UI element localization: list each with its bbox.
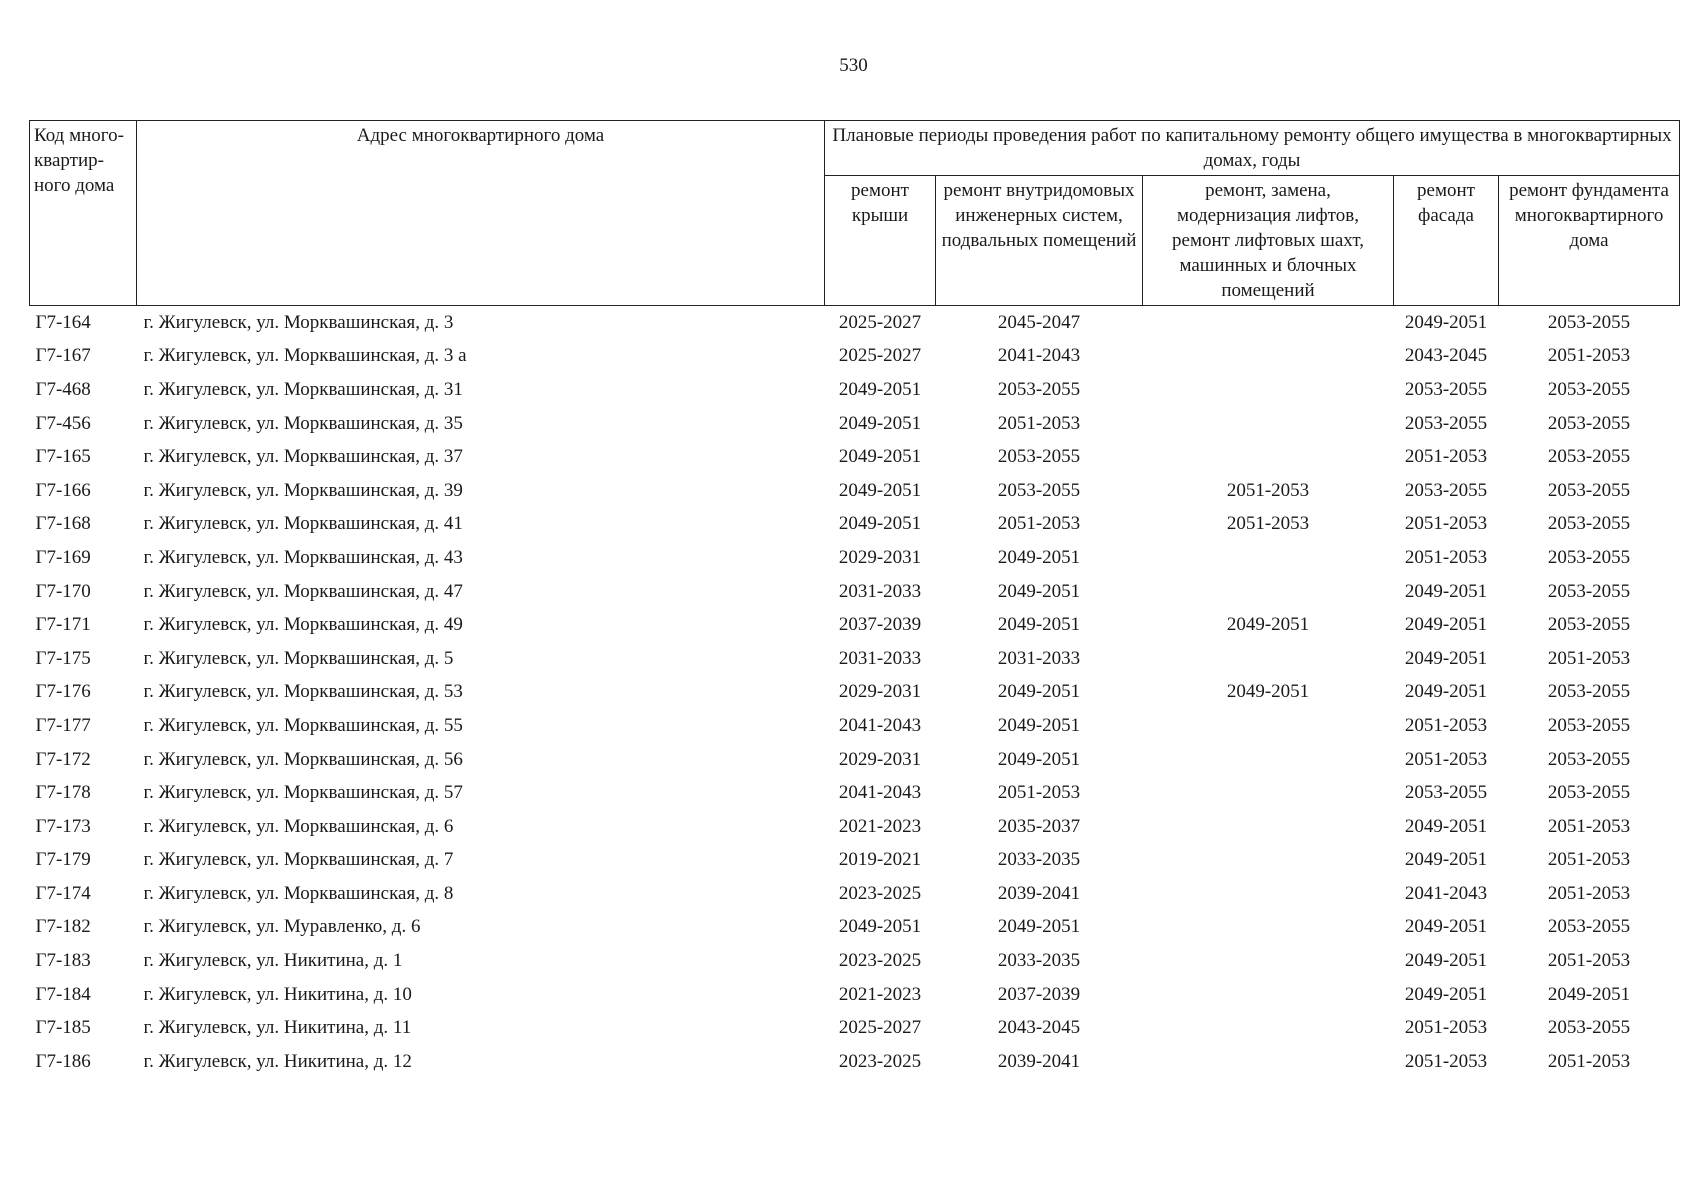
- house-code-cell: Г7-174: [35, 882, 91, 904]
- facade-period-cell: 2049-2051: [1404, 614, 1488, 636]
- table-row: [30, 373, 1680, 407]
- facade-period-cell: 2049-2051: [1404, 950, 1488, 972]
- lift-period-cell: [1143, 709, 1394, 743]
- house-code-cell: Г7-170: [35, 580, 91, 602]
- address-cell: г. Жигулевск, ул. Морквашинская, д. 47: [143, 580, 463, 602]
- lift-period-cell: [1143, 743, 1394, 777]
- table-row: [30, 944, 1680, 978]
- roof-period-cell: 2023-2025: [838, 1050, 922, 1072]
- facade-period-cell: 2049-2051: [1404, 647, 1488, 669]
- table-row: [30, 877, 1680, 911]
- roof-period-cell: 2019-2021: [838, 849, 922, 871]
- address-cell: г. Жигулевск, ул. Муравленко, д. 6: [143, 916, 421, 938]
- foundation-period-cell: 2051-2053: [1547, 815, 1631, 837]
- facade-period-cell: 2051-2053: [1404, 546, 1488, 568]
- house-code-cell: Г7-173: [35, 815, 91, 837]
- address-cell: г. Жигулевск, ул. Морквашинская, д. 5: [143, 647, 454, 669]
- house-code-cell: Г7-175: [35, 647, 91, 669]
- header-foundation-repair: ремонт фундамента многоквартирного дома: [1499, 176, 1680, 306]
- facade-period-cell: 2051-2053: [1404, 1050, 1488, 1072]
- foundation-period-cell: 2053-2055: [1547, 412, 1631, 434]
- foundation-period-cell: 2053-2055: [1547, 546, 1631, 568]
- engineering-period-cell: 2043-2045: [997, 1017, 1081, 1039]
- roof-period-cell: 2031-2033: [838, 647, 922, 669]
- roof-period-cell: 2021-2023: [838, 983, 922, 1005]
- lift-period-cell: [1143, 541, 1394, 575]
- address-cell: г. Жигулевск, ул. Морквашинская, д. 53: [143, 681, 463, 703]
- table-row: [30, 608, 1680, 642]
- roof-period-cell: 2041-2043: [838, 714, 922, 736]
- lift-period-cell: 2049-2051: [1226, 681, 1310, 703]
- facade-period-cell: 2051-2053: [1404, 714, 1488, 736]
- table-row: [30, 1011, 1680, 1045]
- lift-period-cell: [1143, 877, 1394, 911]
- engineering-period-cell: 2049-2051: [997, 916, 1081, 938]
- facade-period-cell: 2053-2055: [1404, 782, 1488, 804]
- foundation-period-cell: 2053-2055: [1547, 782, 1631, 804]
- roof-period-cell: 2021-2023: [838, 815, 922, 837]
- table-row: [30, 642, 1680, 676]
- table-row: [30, 844, 1680, 878]
- house-code-cell: Г7-182: [35, 916, 91, 938]
- lift-period-cell: 2049-2051: [1226, 614, 1310, 636]
- engineering-period-cell: 2053-2055: [997, 479, 1081, 501]
- house-code-cell: Г7-176: [35, 681, 91, 703]
- engineering-period-cell: 2051-2053: [997, 412, 1081, 434]
- engineering-period-cell: 2035-2037: [997, 815, 1081, 837]
- house-code-cell: Г7-183: [35, 950, 91, 972]
- engineering-period-cell: 2049-2051: [997, 614, 1081, 636]
- address-cell: г. Жигулевск, ул. Морквашинская, д. 57: [143, 782, 463, 804]
- capital-repair-plan-table: [29, 120, 1680, 1079]
- lift-period-cell: [1143, 642, 1394, 676]
- address-cell: г. Жигулевск, ул. Морквашинская, д. 8: [143, 882, 454, 904]
- facade-period-cell: 2051-2053: [1404, 513, 1488, 535]
- header-address: Адрес многоквартирного дома: [137, 121, 825, 306]
- house-code-cell: Г7-172: [35, 748, 91, 770]
- engineering-period-cell: 2049-2051: [997, 681, 1081, 703]
- address-cell: г. Жигулевск, ул. Никитина, д. 10: [143, 983, 412, 1005]
- table-row: [30, 508, 1680, 542]
- foundation-period-cell: 2053-2055: [1547, 748, 1631, 770]
- house-code-cell: Г7-184: [35, 983, 91, 1005]
- foundation-period-cell: 2049-2051: [1547, 983, 1631, 1005]
- roof-period-cell: 2025-2027: [838, 311, 922, 333]
- header-roof-repair: ремонт крыши: [825, 176, 936, 306]
- facade-period-cell: 2051-2053: [1404, 1017, 1488, 1039]
- foundation-period-cell: 2053-2055: [1547, 714, 1631, 736]
- lift-period-cell: [1143, 440, 1394, 474]
- foundation-period-cell: 2051-2053: [1547, 849, 1631, 871]
- facade-period-cell: 2053-2055: [1404, 479, 1488, 501]
- engineering-period-cell: 2031-2033: [997, 647, 1081, 669]
- facade-period-cell: 2049-2051: [1404, 681, 1488, 703]
- lift-period-cell: [1143, 810, 1394, 844]
- roof-period-cell: 2029-2031: [838, 681, 922, 703]
- facade-period-cell: 2049-2051: [1404, 916, 1488, 938]
- table-row: [30, 407, 1680, 441]
- house-code-cell: Г7-178: [35, 782, 91, 804]
- table-row: [30, 1045, 1680, 1079]
- lift-period-cell: 2051-2053: [1226, 479, 1310, 501]
- lift-period-cell: 2051-2053: [1226, 513, 1310, 535]
- address-cell: г. Жигулевск, ул. Морквашинская, д. 7: [143, 849, 454, 871]
- engineering-period-cell: 2053-2055: [997, 446, 1081, 468]
- header-lift-repair: ремонт, замена, модернизация лифтов, ремонт лифтовых шахт, машинных и блочных помещений: [1143, 176, 1394, 306]
- roof-period-cell: 2029-2031: [838, 546, 922, 568]
- facade-period-cell: 2043-2045: [1404, 345, 1488, 367]
- foundation-period-cell: 2053-2055: [1547, 479, 1631, 501]
- roof-period-cell: 2049-2051: [838, 513, 922, 535]
- foundation-period-cell: 2053-2055: [1547, 614, 1631, 636]
- address-cell: г. Жигулевск, ул. Морквашинская, д. 3 а: [143, 345, 467, 367]
- table-row: [30, 911, 1680, 945]
- foundation-period-cell: 2053-2055: [1547, 580, 1631, 602]
- facade-period-cell: 2041-2043: [1404, 882, 1488, 904]
- header-engineering-repair: ремонт внутридомовых инженерных систем, подвальных помещений: [936, 176, 1143, 306]
- facade-period-cell: 2051-2053: [1404, 446, 1488, 468]
- header-planned-periods: Плановые периоды проведения работ по капитальному ремонту общего имущества в многоквартирных домах, годы: [825, 121, 1680, 176]
- roof-period-cell: 2031-2033: [838, 580, 922, 602]
- roof-period-cell: 2029-2031: [838, 748, 922, 770]
- address-cell: г. Жигулевск, ул. Морквашинская, д. 49: [143, 614, 463, 636]
- foundation-period-cell: 2051-2053: [1547, 950, 1631, 972]
- house-code-cell: Г7-164: [35, 311, 91, 333]
- house-code-cell: Г7-171: [35, 614, 91, 636]
- house-code-cell: Г7-185: [35, 1017, 91, 1039]
- facade-period-cell: 2053-2055: [1404, 412, 1488, 434]
- facade-period-cell: 2049-2051: [1404, 580, 1488, 602]
- header-facade-repair: ремонт фасада: [1394, 176, 1499, 306]
- lift-period-cell: [1143, 776, 1394, 810]
- engineering-period-cell: 2039-2041: [997, 1050, 1081, 1072]
- roof-period-cell: 2023-2025: [838, 950, 922, 972]
- engineering-period-cell: 2049-2051: [997, 580, 1081, 602]
- engineering-period-cell: 2039-2041: [997, 882, 1081, 904]
- foundation-period-cell: 2051-2053: [1547, 1050, 1631, 1072]
- lift-period-cell: [1143, 306, 1394, 340]
- lift-period-cell: [1143, 978, 1394, 1012]
- roof-period-cell: 2037-2039: [838, 614, 922, 636]
- table-row: [30, 541, 1680, 575]
- table-body: [30, 306, 1680, 1079]
- facade-period-cell: 2049-2051: [1404, 815, 1488, 837]
- engineering-period-cell: 2053-2055: [997, 378, 1081, 400]
- table-row: [30, 440, 1680, 474]
- foundation-period-cell: 2053-2055: [1547, 1017, 1631, 1039]
- roof-period-cell: 2049-2051: [838, 916, 922, 938]
- house-code-cell: Г7-167: [35, 345, 91, 367]
- engineering-period-cell: 2051-2053: [997, 782, 1081, 804]
- house-code-cell: Г7-468: [35, 378, 91, 400]
- table-row: [30, 978, 1680, 1012]
- page-number: 530: [839, 55, 868, 76]
- roof-period-cell: 2023-2025: [838, 882, 922, 904]
- facade-period-cell: 2049-2051: [1404, 311, 1488, 333]
- address-cell: г. Жигулевск, ул. Морквашинская, д. 35: [143, 412, 463, 434]
- table-row: [30, 743, 1680, 777]
- house-code-cell: Г7-165: [35, 446, 91, 468]
- roof-period-cell: 2041-2043: [838, 782, 922, 804]
- engineering-period-cell: 2033-2035: [997, 950, 1081, 972]
- address-cell: г. Жигулевск, ул. Морквашинская, д. 3: [143, 311, 454, 333]
- lift-period-cell: [1143, 911, 1394, 945]
- lift-period-cell: [1143, 407, 1394, 441]
- address-cell: г. Жигулевск, ул. Никитина, д. 12: [143, 1050, 412, 1072]
- foundation-period-cell: 2051-2053: [1547, 882, 1631, 904]
- engineering-period-cell: 2045-2047: [997, 311, 1081, 333]
- lift-period-cell: [1143, 575, 1394, 609]
- facade-period-cell: 2053-2055: [1404, 378, 1488, 400]
- lift-period-cell: [1143, 373, 1394, 407]
- address-cell: г. Жигулевск, ул. Никитина, д. 11: [143, 1017, 412, 1039]
- address-cell: г. Жигулевск, ул. Морквашинская, д. 37: [143, 446, 463, 468]
- roof-period-cell: 2049-2051: [838, 446, 922, 468]
- engineering-period-cell: 2049-2051: [997, 714, 1081, 736]
- header-house-code: Код много-квартир-ного дома: [30, 121, 137, 306]
- engineering-period-cell: 2049-2051: [997, 748, 1081, 770]
- engineering-period-cell: 2041-2043: [997, 345, 1081, 367]
- roof-period-cell: 2025-2027: [838, 1017, 922, 1039]
- table-row: [30, 575, 1680, 609]
- facade-period-cell: 2049-2051: [1404, 983, 1488, 1005]
- roof-period-cell: 2049-2051: [838, 479, 922, 501]
- table-row: [30, 810, 1680, 844]
- address-cell: г. Жигулевск, ул. Морквашинская, д. 43: [143, 546, 463, 568]
- address-cell: г. Жигулевск, ул. Морквашинская, д. 56: [143, 748, 463, 770]
- table-row: [30, 676, 1680, 710]
- foundation-period-cell: 2053-2055: [1547, 446, 1631, 468]
- roof-period-cell: 2049-2051: [838, 412, 922, 434]
- engineering-period-cell: 2049-2051: [997, 546, 1081, 568]
- foundation-period-cell: 2051-2053: [1547, 647, 1631, 669]
- roof-period-cell: 2049-2051: [838, 378, 922, 400]
- table-row: [30, 776, 1680, 810]
- foundation-period-cell: 2053-2055: [1547, 681, 1631, 703]
- table-row: [30, 474, 1680, 508]
- address-cell: г. Жигулевск, ул. Морквашинская, д. 39: [143, 479, 463, 501]
- foundation-period-cell: 2053-2055: [1547, 378, 1631, 400]
- house-code-cell: Г7-168: [35, 513, 91, 535]
- lift-period-cell: [1143, 340, 1394, 374]
- engineering-period-cell: 2051-2053: [997, 513, 1081, 535]
- address-cell: г. Жигулевск, ул. Никитина, д. 1: [143, 950, 403, 972]
- foundation-period-cell: 2053-2055: [1547, 513, 1631, 535]
- table-row: [30, 340, 1680, 374]
- table-row: [30, 306, 1680, 340]
- foundation-period-cell: 2053-2055: [1547, 916, 1631, 938]
- house-code-cell: Г7-166: [35, 479, 91, 501]
- table-row: [30, 709, 1680, 743]
- lift-period-cell: [1143, 844, 1394, 878]
- house-code-cell: Г7-177: [35, 714, 91, 736]
- engineering-period-cell: 2033-2035: [997, 849, 1081, 871]
- facade-period-cell: 2051-2053: [1404, 748, 1488, 770]
- lift-period-cell: [1143, 1045, 1394, 1079]
- address-cell: г. Жигулевск, ул. Морквашинская, д. 41: [143, 513, 463, 535]
- foundation-period-cell: 2051-2053: [1547, 345, 1631, 367]
- address-cell: г. Жигулевск, ул. Морквашинская, д. 31: [143, 378, 463, 400]
- address-cell: г. Жигулевск, ул. Морквашинская, д. 55: [143, 714, 463, 736]
- lift-period-cell: [1143, 1011, 1394, 1045]
- house-code-cell: Г7-169: [35, 546, 91, 568]
- house-code-cell: Г7-456: [35, 412, 91, 434]
- foundation-period-cell: 2053-2055: [1547, 311, 1631, 333]
- table-header: [30, 121, 1680, 306]
- house-code-cell: Г7-179: [35, 849, 91, 871]
- roof-period-cell: 2025-2027: [838, 345, 922, 367]
- address-cell: г. Жигулевск, ул. Морквашинская, д. 6: [143, 815, 454, 837]
- engineering-period-cell: 2037-2039: [997, 983, 1081, 1005]
- facade-period-cell: 2049-2051: [1404, 849, 1488, 871]
- house-code-cell: Г7-186: [35, 1050, 91, 1072]
- lift-period-cell: [1143, 944, 1394, 978]
